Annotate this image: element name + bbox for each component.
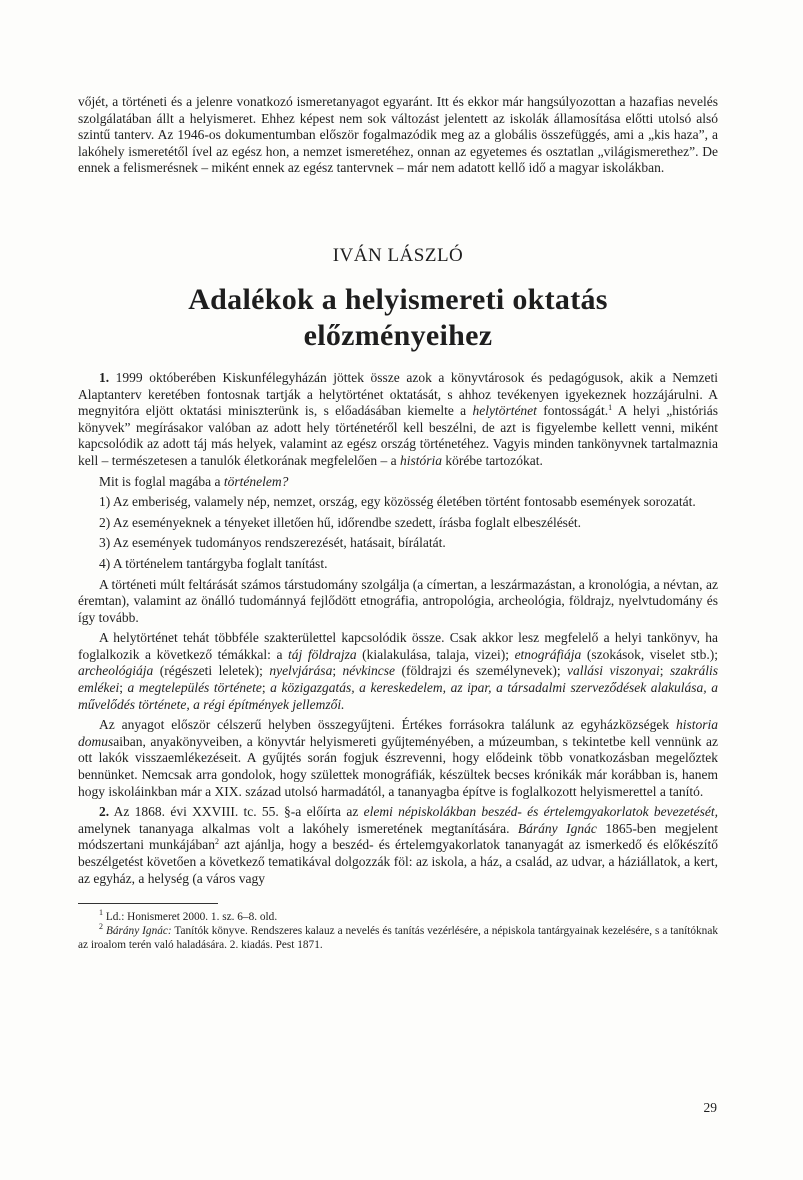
- list-item: 3) Az események tudományos rendszerezését, hatásait, bírálatát.: [99, 535, 446, 551]
- section-2-paragraph: 2. Az 1868. évi XXVIII. tc. 55. §-a előírta az elemi népiskolákban beszéd- és értelemgyakorlatok bevezetését, amelynek tananyaga alkalmas volt a lakóhely ismeretének megtanítására. Bárány Ignác 1865-ben megjelent módszertani munkájában$^2$ azt ajánlja, hogy a beszéd- és értelemgyakorlatok tananyagát az ismerkedő és előkészítő beszélgetést követően a következő tematikával dolgozzák föl: az iskola, a ház, a család, az udvar, a háziállatok, a kert, az egyház, a helység (a város vagy: [78, 804, 719, 886]
- list-item: 1) Az emberiség, valamely nép, nemzet, ország, egy közösség életében történt fontosabb események sorozatát.: [99, 494, 696, 510]
- footnote-2: $^2$ Bárány Ignác: Tanítók könyve. Rendszeres kalauz a nevelés és tanítás vezérlésére, a népiskola tantárgyainak kezelésére, s a tanítóknak az iroalom terén való haladására. 2. kiadás. Pest 1871.: [78, 922, 718, 952]
- footnote-ref-2: 2: [215, 837, 220, 847]
- article-author: IVÁN LÁSZLÓ: [332, 244, 464, 266]
- list-item: 2) Az eseményeknek a tényeket illetően hű, időrendbe szedett, írásba foglalt elbeszélését.: [99, 514, 582, 530]
- title-line-1: Adalékok a helyismereti oktatás: [188, 282, 608, 316]
- page-number: 29: [703, 1100, 717, 1115]
- intro-paragraph: vőjét, a történeti és a jelenre vonatkozó ismeretanyagot egyaránt. Itt és ekkor már hangsúlyozottan a hazafias nevelés szolgálatában állt a helyismeret. Ehhez képest nem sok változást jelentett az iskolák államosítása előtti utolsó alsó szintű tanterv. Az 1946-os dokumentumban először fogalmazódik meg az a globális összefüggés, ami a „kis haza”, a lakóhely ismeretétől ível az egész hon, a nemzet ismeretéhez, onnan az egyetemes és osztatlan „világismerethez”. De ennek a felismerésnek – miként ennek az egész tantervnek – már nem adatott kellő idő a magyar iskolákban.: [78, 94, 718, 176]
- section-number: 1.: [99, 369, 110, 385]
- section-1-paragraph: 1. 1999 októberében Kiskunfélegyházán jöttek össze azok a könyvtárosok és pedagógusok, akik a Nemzeti Alaptanterv keretében fontosnak tartják a helytörténet oktatását, s ahhoz tevékenyen igyekeznek hozzájárulni. A megnyitóra eljött oktatási miniszterünk is, s előadásában kiemelte a helytörténet fontosságát.$^1$ A helyi „históriás könyvek” megírásakor valóban az adott hely történetéről kell beszélni, de azt is figyelembe kellett venni, miként kapcsolódik az adott táj más helyek, valamint az egész ország történetéhez. Vagyis minden tankönyvnek tartalmaznia kell – természetesen a tanulók életkorának megfelelően – a história körébe tartozókat.: [78, 369, 718, 468]
- footnote-divider: [78, 903, 218, 904]
- title-line-2: előzményeihez: [303, 318, 493, 352]
- section-number: 2.: [99, 804, 110, 820]
- past-paragraph: A történeti múlt feltárását számos társtudomány szolgálja (a címertan, a leszármazástan, a kronológia, a névtan, az éremtan), valamint az önálló tudománnyá fejlődött etnográfia, antropológia, archeológia, földrajz, nyelvtudomány és így tovább.: [78, 576, 718, 625]
- list-item: 4) A történelem tantárgyba foglalt tanítást.: [99, 555, 328, 571]
- footnote-ref-1: 1: [608, 403, 613, 413]
- intro-section: [78, 94, 718, 177]
- article-title: [78, 282, 718, 354]
- question-paragraph: Mit is foglal magába a történelem?: [99, 473, 289, 489]
- page-body: [78, 94, 718, 952]
- collection-paragraph: Az anyagot először célszerű helyben összegyűjteni. Értékes forrásokra találunk az egyházközségek historia domusaiban, anyakönyveiben, a könyvtár helyismereti gyűjteményében, a múzeumban, s tekintetbe kell vennünk az ott lakók visszaemlékezéseit. A gyűjtés során fogjuk észrevenni, hogy elődeink több vonatkozásban megelőztek bennünket. Nemcsak arra gondolok, hogy születtek monográfiák, készültek becses krónikák már korábban is, hanem hogy iskoláinkban már a XIX. század utolsó harmadától, a tananyagba építve is foglalkozott helyismerettel a tanító.: [78, 717, 718, 799]
- local-history-paragraph: A helytörténet tehát többféle szakterülettel kapcsolódik össze. Csak akkor lesz megfelelő a helyi tankönyv, ha foglalkozik a következő témákkal: a táj földrajza (kialakulása, talaja, vizei); etnográfiája (szokások, viselet stb.); archeológiája (régészeti leletek); nyelvjárása; névkincse (földrajzi és személynevek); vallási viszonyai; szakrális emlékei; a megtelepülés története; a közigazgatás, a kereskedelem, az ipar, a társadalmi szerveződések alakulása, a művelődés története, a régi építmények jellemzői.: [78, 630, 718, 712]
- definition-list: [78, 494, 718, 572]
- footnote-1: $^1$ Ld.: Honismeret 2000. 1. sz. 6–8. old.: [99, 908, 278, 924]
